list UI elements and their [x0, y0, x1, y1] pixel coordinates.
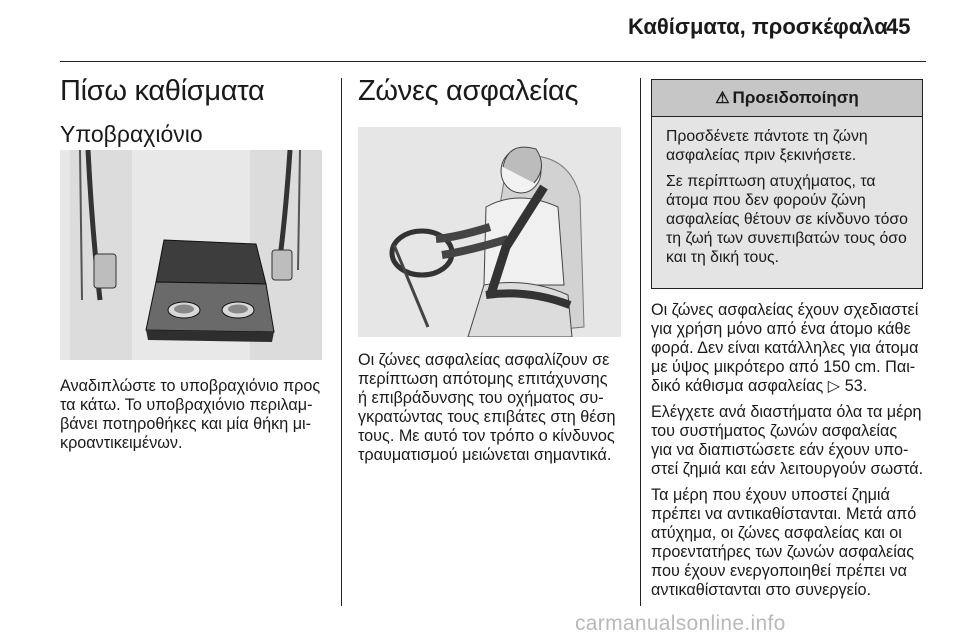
warning-body: [652, 117, 922, 267]
warning-title: Προειδοποίηση: [732, 88, 859, 107]
text-line: πρέπει να αντικαθίστανται. Μετά από: [651, 505, 917, 523]
text-line: που έχουν ενεργοποιηθεί πρέπει να: [651, 562, 907, 580]
text-line: του συστήματος ζωνών ασφαλείας: [651, 422, 898, 440]
right-column-text: [651, 301, 941, 607]
seat-belt-line: περίπτωση απότομης επιτάχυνσης: [358, 370, 608, 388]
text-line: με ύψος μικρότερο από 150 cm. Παι-: [651, 358, 916, 376]
text-line: Ελέγχετε ανά διαστήματα όλα τα μέρη: [651, 403, 922, 421]
warning-line: τη ζωή των συνεπιβατών τους όσο: [666, 230, 907, 247]
watermark: carmanualsonline.info: [575, 612, 786, 635]
header-rule: [60, 61, 926, 62]
warning-triangle-icon: ⚠: [715, 90, 730, 107]
armrest-illustration: [60, 150, 322, 360]
warning-header: [652, 80, 922, 117]
warning-line: ασφαλείας θέτουν σε κίνδυνο τόσο: [666, 211, 908, 228]
column-divider-right: [640, 78, 641, 606]
armrest-line: τα κάτω. Το υποβραχιόνιο περιλαμ-: [60, 396, 313, 414]
armrest-line: Αναδιπλώστε το υποβραχιόνιο προς: [60, 377, 321, 395]
seat-belt-paragraph: [358, 351, 628, 472]
warning-line: Σε περίπτωση ατυχήματος, τα: [666, 173, 876, 190]
armrest-drawing: [60, 150, 322, 360]
seat-belt-line: τους. Με αυτό τον τρόπο ο κίνδυνος: [358, 427, 615, 445]
seat-belt-line: Οι ζώνες ασφαλείας ασφαλίζουν σε: [358, 351, 610, 369]
text-line: αντικαθίστανται στο συνεργείο.: [651, 581, 871, 599]
warning-line: ασφαλείας πριν ξεκινήσετε.: [666, 147, 857, 164]
seat-belt-text: [358, 351, 628, 465]
text-line: για να διαπιστώσετε εάν έχουν υπο-: [651, 441, 909, 459]
seat-belt-line: γκρατώντας τους επιβάτες στη θέση: [358, 408, 616, 426]
seat-belt-drawing: [358, 127, 621, 337]
warning-line: Προσδένετε πάντοτε τη ζώνη: [666, 128, 868, 145]
seat-belt-illustration: [358, 127, 621, 337]
warning-line: άτομα που δεν φορούν ζώνη: [666, 192, 866, 209]
section-heading-rear-seats: Πίσω καθίσματα: [60, 75, 265, 107]
warning-paragraph: [666, 127, 911, 165]
text-line: Οι ζώνες ασφαλείας έχουν σχεδιαστεί: [651, 301, 919, 319]
page-number: 45: [886, 14, 911, 39]
text-line: ατύχημα, οι ζώνες ασφαλείας και οι: [651, 524, 902, 542]
text-line: φορά. Δεν είναι κατάλληλες για άτομα: [651, 339, 919, 357]
subheading-armrest: Υποβραχιόνιο: [60, 121, 203, 147]
section-heading-seat-belts: Ζώνες ασφαλείας: [358, 75, 579, 107]
text-line: για χρήση μόνο από ένα άτομο κάθε: [651, 320, 911, 338]
seat-belt-line: τραυματισμού μειώνεται σημαντικά.: [358, 446, 612, 464]
seat-belt-line: ή επιβράδυνσης του οχήματος συ-: [358, 389, 604, 407]
text-line: Τα μέρη που έχουν υποστεί ζημιά: [651, 486, 890, 504]
column-divider-left: [341, 78, 342, 606]
text-line-with-reference: δικό κάθισμα ασφαλείας ▷ 53.: [651, 377, 868, 395]
warning-box: [651, 79, 923, 289]
armrest-paragraph: [60, 377, 330, 460]
warning-line: και τη δική τους.: [666, 249, 779, 266]
warning-paragraph: [666, 172, 911, 267]
armrest-line: κροαντικειμένων.: [60, 434, 183, 452]
text-line: στεί ζημιά και εάν λειτουργούν σωστά.: [651, 460, 924, 478]
belt-usage-paragraph: [651, 301, 941, 396]
text-line: προεντατήρες των ζωνών ασφαλείας: [651, 543, 915, 561]
belt-inspection-paragraph: [651, 403, 941, 479]
page-header-title: Καθίσματα, προσκέφαλα: [628, 14, 888, 39]
armrest-line: βάνει ποτηροθήκες και μία θήκη μι-: [60, 415, 312, 433]
armrest-text: [60, 377, 330, 453]
belt-replacement-paragraph: [651, 486, 941, 600]
